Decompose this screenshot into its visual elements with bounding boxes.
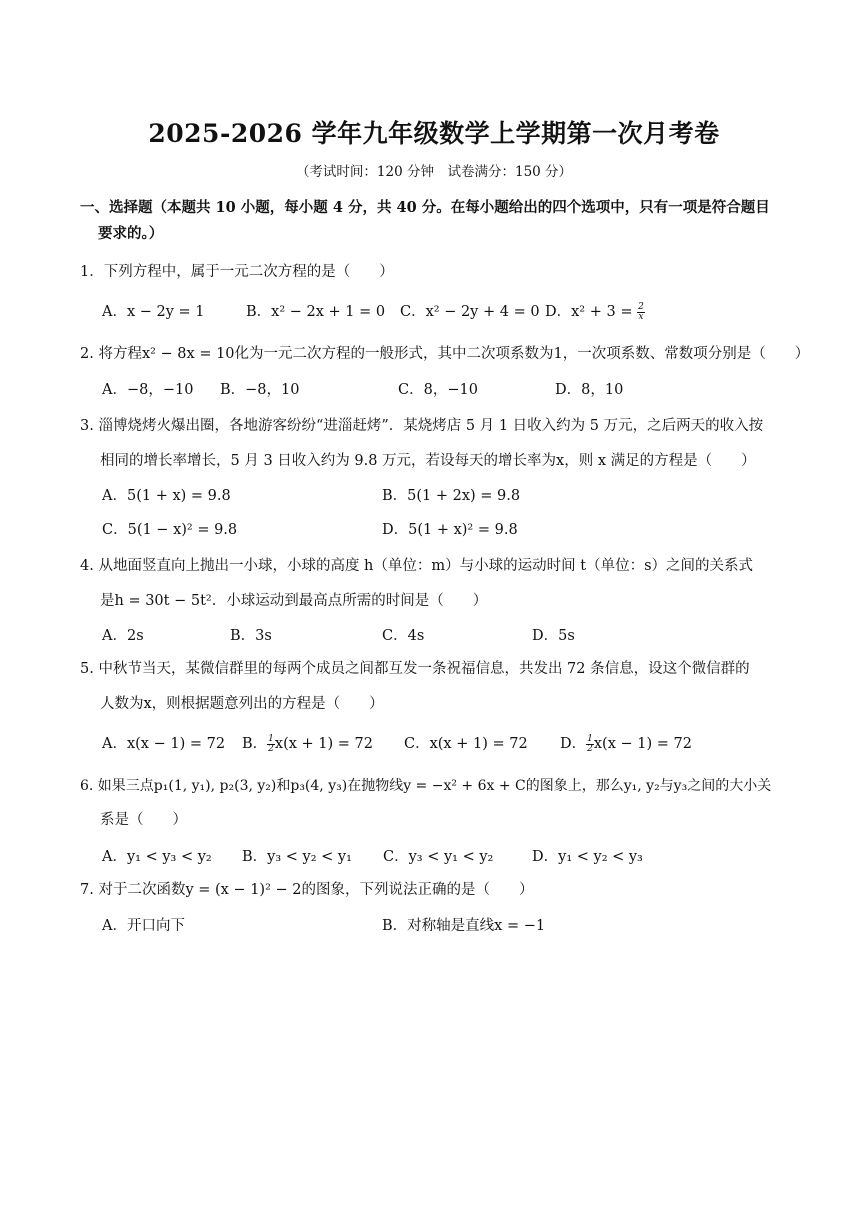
question-3-option-d: D．5(1 + x)² = 9.8 [382, 522, 518, 538]
question-6-option-b: B．y₃ < y₂ < y₁ [242, 849, 352, 865]
fraction-denominator: 2 [268, 743, 274, 754]
question-1-option-d [545, 302, 645, 322]
fraction-numerator: 1 [587, 733, 593, 744]
question-2-stem: 2. 将方程x² − 8x = 10化为一元二次方程的一般形式，其中二次项系数为1，一次项系数、常数项分别是（ ） [80, 346, 810, 362]
question-7-stem: 7. 对于二次函数y = (x − 1)² − 2的图象，下列说法正确的是（ ） [80, 882, 534, 898]
question-3-stem-continued: 相同的增长率增长，5 月 3 日收入约为 9.8 万元，若设每天的增长率为x，则 x 满足的方程是（ ） [100, 453, 756, 469]
option-d-expression: x(x − 1) = 72 [593, 736, 692, 752]
fraction-numerator: 1 [268, 733, 274, 744]
section-heading-line-1: 一、选择题（本题共 10 小题，每小题 4 分，共 40 分。在每小题给出的四个选项中，只有一项是符合题目 [80, 199, 770, 216]
question-2-option-d: D．8，10 [555, 382, 624, 398]
question-4-stem-continued: 是h = 30t − 5t²．小球运动到最高点所需的时间是（ ） [100, 593, 488, 609]
question-7-option-b: B．对称轴是直线x = −1 [382, 918, 546, 934]
question-4-option-c: C．4s [382, 628, 425, 644]
question-6-stem: 6. 如果三点p₁(1, y₁), p₂(3, y₂)和p₃(4, y₃)在抛物线y = −x² + 6x + C的图象上，那么y₁, y₂与y₃之间的大小关 [80, 778, 772, 794]
question-6-option-d: D．y₁ < y₂ < y₃ [532, 849, 643, 865]
section-heading-line-2: 要求的。） [98, 225, 164, 242]
question-3-option-b: B．5(1 + 2x) = 9.8 [382, 488, 521, 504]
question-2-option-b: B．−8，10 [220, 382, 300, 398]
question-6-stem-continued: 系是（ ） [100, 812, 187, 828]
half-fraction [267, 735, 275, 754]
question-3-option-c: C．5(1 − x)² = 9.8 [102, 522, 238, 538]
fraction-denominator: 2 [587, 743, 593, 754]
question-5-stem: 5. 中秋节当天，某微信群里的每两个成员之间都互发一条祝福信息，共发出 72 条信息，设这个微信群的 [80, 661, 750, 677]
question-4-option-a: A．2s [102, 628, 144, 644]
question-1-option-d-text: D．x² + 3 = [545, 304, 638, 320]
question-4-option-b: B．3s [230, 628, 272, 644]
question-1-option-a: A．x − 2y = 1 [102, 304, 205, 320]
question-3-stem: 3. 淄博烧烤火爆出圈，各地游客纷纷“进淄赶烤”．某烧烤店 5 月 1 日收入约为 5 万元，之后两天的收入按 [80, 418, 764, 434]
question-6-option-a: A．y₁ < y₃ < y₂ [102, 849, 212, 865]
question-1-option-d-fraction [637, 303, 645, 322]
question-2-option-a: A．−8，−10 [102, 382, 194, 398]
question-4-option-d: D．5s [532, 628, 575, 644]
question-2-option-c: C．8，−10 [398, 382, 478, 398]
option-b-letter: B． [242, 736, 268, 752]
question-1-stem: 1．下列方程中，属于一元二次方程的是（ ） [80, 264, 394, 280]
question-6-option-c: C．y₃ < y₁ < y₂ [383, 849, 494, 865]
fraction-numerator: 2 [638, 301, 644, 312]
question-5-option-b [242, 734, 373, 754]
option-d-letter: D． [560, 736, 587, 752]
question-7-option-a: A．开口向下 [102, 918, 185, 934]
question-5-stem-continued: 人数为x，则根据题意列出的方程是（ ） [100, 696, 384, 712]
question-1-option-b: B．x² − 2x + 1 = 0 [246, 304, 386, 320]
question-4-stem: 4. 从地面竖直向上抛出一小球，小球的高度 h（单位：m）与小球的运动时间 t（单位：s）之间的关系式 [80, 558, 754, 574]
question-5-option-d [560, 734, 692, 754]
question-5-option-c: C．x(x + 1) = 72 [404, 736, 528, 752]
section-heading [80, 195, 795, 247]
question-5-option-a: A．x(x − 1) = 72 [102, 736, 226, 752]
half-fraction [586, 735, 594, 754]
exam-subtitle: （考试时间：120 分钟 试卷满分：150 分） [295, 164, 573, 180]
option-b-expression: x(x + 1) = 72 [274, 736, 373, 752]
fraction-denominator: x [638, 311, 644, 322]
question-3-option-a: A．5(1 + x) = 9.8 [102, 488, 231, 504]
exam-title: 2025-2026 学年九年级数学上学期第一次月考卷 [148, 119, 720, 148]
question-1-option-c: C．x² − 2y + 4 = 0 [400, 304, 540, 320]
